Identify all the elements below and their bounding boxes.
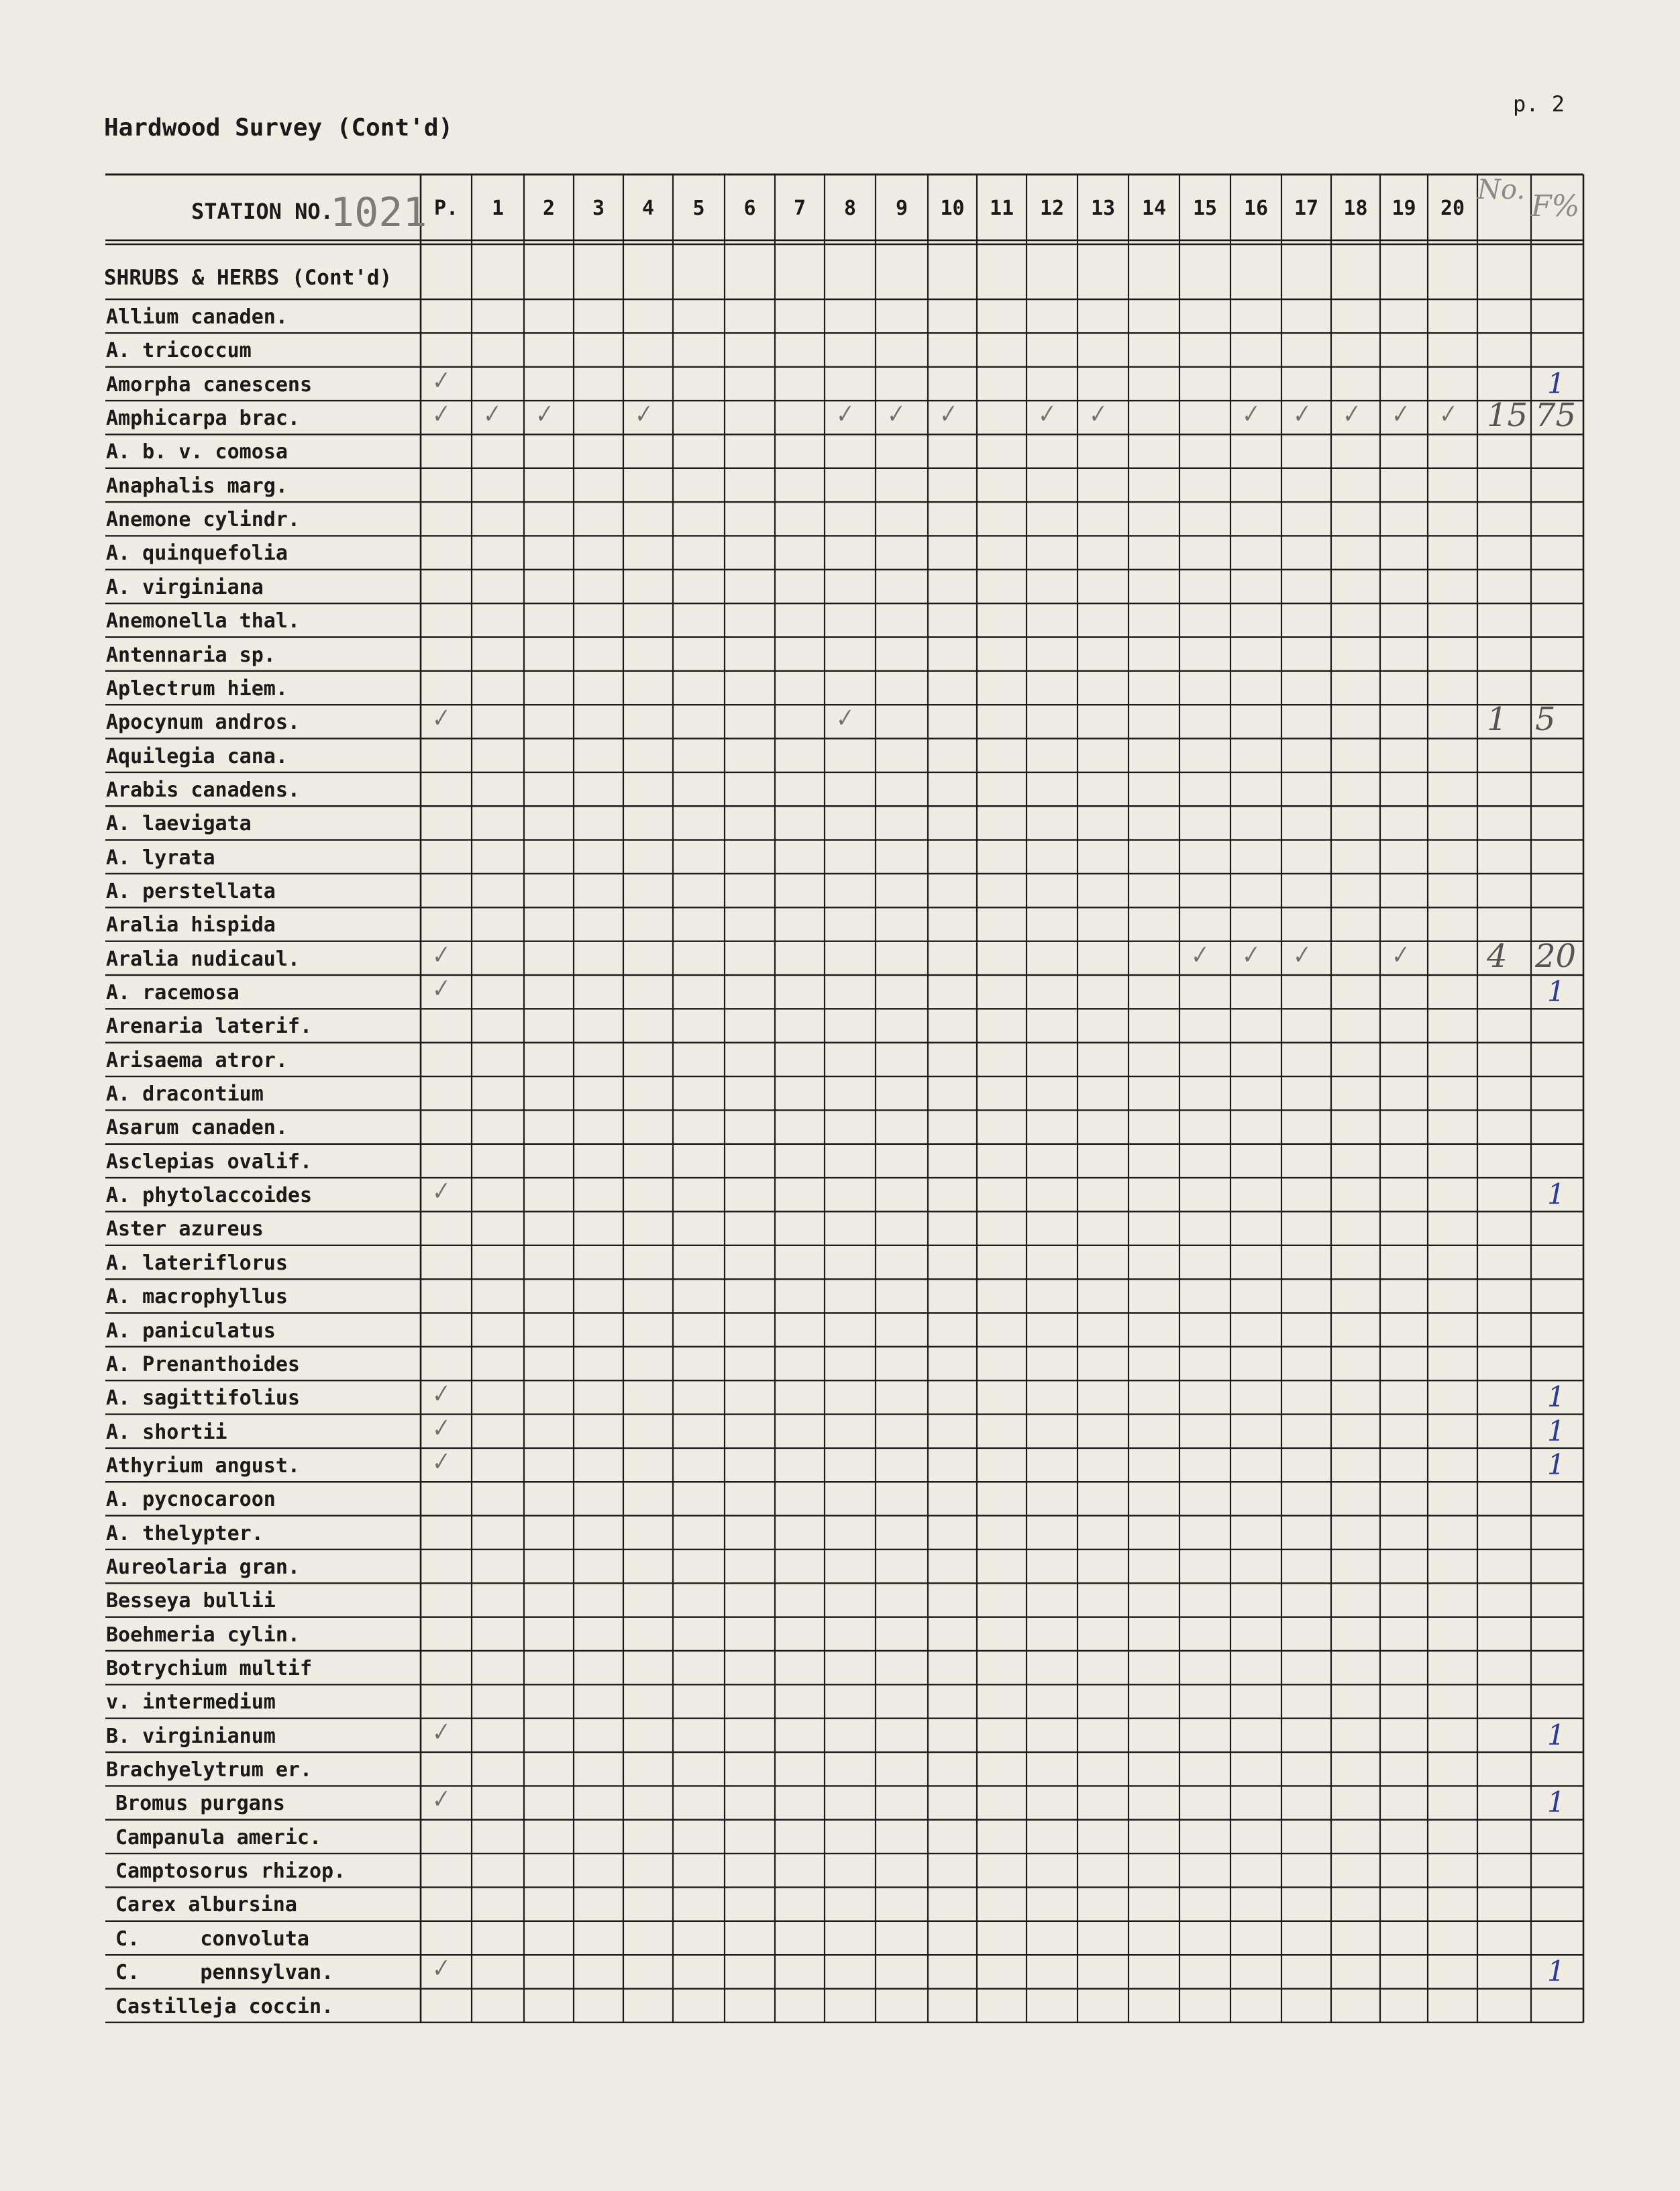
species-name: Antennaria sp.	[106, 643, 276, 667]
presence-check: ✓	[427, 974, 452, 1005]
station-label: STATION NO.	[191, 199, 333, 224]
species-name: Anemone cylindr.	[106, 508, 300, 532]
species-name: Allium canaden.	[106, 305, 288, 329]
species-name: Besseya bullii	[106, 1589, 276, 1613]
frequency-value: 1	[1547, 975, 1565, 1008]
station-check: ✓	[1288, 939, 1313, 971]
species-name: A. perstellata	[106, 879, 276, 903]
species-name: A. tricoccum	[106, 339, 252, 363]
station-check: ✓	[478, 399, 503, 430]
frequency-value: 1	[1547, 366, 1565, 400]
header-column-17: 17	[1294, 197, 1319, 220]
station-check: ✓	[831, 399, 856, 430]
station-check: ✓	[1288, 399, 1313, 430]
header-column-1: 1	[491, 197, 505, 220]
species-name: B. virginianum	[106, 1724, 276, 1748]
header-column-10: 10	[940, 197, 965, 220]
frequency-value: 5	[1535, 701, 1556, 739]
station-check: ✓	[831, 703, 856, 735]
species-name: Athyrium angust.	[106, 1454, 300, 1478]
section-title: SHRUBS & HERBS (Cont'd)	[104, 266, 392, 290]
station-check: ✓	[1186, 939, 1211, 971]
header-column-12: 12	[1039, 197, 1065, 220]
frequency-value: 1	[1547, 1447, 1565, 1481]
count-value: 4	[1487, 937, 1508, 975]
frequency-value: 1	[1547, 1955, 1565, 1988]
header-column-18: 18	[1343, 197, 1368, 220]
header-column-8: 8	[843, 197, 857, 220]
frequency-value: 1	[1547, 1786, 1565, 1819]
species-name: v. intermedium	[106, 1690, 276, 1715]
species-name: Aplectrum hiem.	[106, 676, 288, 701]
species-name: Asarum canaden.	[106, 1116, 288, 1140]
species-name: Arabis canadens.	[106, 778, 300, 802]
header-column-9: 9	[895, 197, 908, 220]
count-value: 15	[1487, 397, 1528, 435]
species-name: Arenaria laterif.	[106, 1015, 313, 1039]
species-name: A. lateriflorus	[106, 1251, 288, 1275]
count-value: 1	[1487, 701, 1508, 739]
station-check: ✓	[1386, 939, 1412, 971]
species-name: A. lyrata	[106, 846, 215, 870]
presence-check: ✓	[427, 939, 452, 971]
header-column-15: 15	[1192, 197, 1218, 220]
species-name: Aquilegia cana.	[106, 744, 288, 768]
species-name: A. dracontium	[106, 1082, 264, 1107]
header-column-16: 16	[1243, 197, 1269, 220]
header-column-19: 19	[1392, 197, 1416, 220]
species-name: Arisaema atror.	[106, 1048, 288, 1072]
species-name: Apocynum andros.	[106, 711, 300, 735]
species-name: A. pycnocaroon	[106, 1488, 276, 1512]
species-name: Castilleja coccin.	[115, 1994, 334, 2019]
frequency-value: 1	[1547, 1414, 1565, 1447]
header-column-5: 5	[692, 197, 705, 220]
header-column-11: 11	[989, 197, 1014, 220]
species-name: A. sagittifolius	[106, 1386, 300, 1411]
header-column-7: 7	[793, 197, 806, 220]
species-name: Anemonella thal.	[106, 609, 300, 633]
species-name: A. paniculatus	[106, 1319, 276, 1343]
station-check: ✓	[1084, 399, 1109, 430]
header-column-13: 13	[1090, 197, 1116, 220]
frequency-value: 75	[1535, 397, 1577, 435]
header-freq: F%	[1531, 189, 1580, 223]
species-name: Boehmeria cylin.	[106, 1623, 300, 1647]
presence-check: ✓	[427, 1379, 452, 1411]
station-check: ✓	[1237, 399, 1262, 430]
station-check: ✓	[934, 399, 959, 430]
station-check: ✓	[1386, 399, 1412, 430]
station-check: ✓	[1434, 399, 1459, 430]
species-name: Anaphalis marg.	[106, 474, 288, 498]
species-name: C. convoluta	[115, 1927, 309, 1951]
presence-check: ✓	[427, 365, 452, 397]
species-name: Brachyelytrum er.	[106, 1758, 313, 1782]
species-name: A. macrophyllus	[106, 1285, 288, 1309]
frequency-value: 1	[1547, 1178, 1565, 1211]
presence-check: ✓	[427, 1717, 452, 1748]
header-no: No.	[1477, 174, 1526, 205]
species-name: Aralia nudicaul.	[106, 947, 300, 971]
page-number: p. 2	[1513, 91, 1565, 117]
presence-check: ✓	[427, 399, 452, 430]
species-name: Camptosorus rhizop.	[115, 1859, 346, 1884]
species-name: A. b. v. comosa	[106, 440, 288, 464]
species-name: A. thelypter.	[106, 1521, 264, 1545]
species-name: A. virginiana	[106, 575, 264, 599]
document-title: Hardwood Survey (Cont'd)	[104, 114, 454, 142]
station-check: ✓	[629, 399, 655, 430]
species-name: Aster azureus	[106, 1217, 264, 1241]
header-column-6: 6	[743, 197, 756, 220]
header-column-14: 14	[1141, 197, 1167, 220]
presence-check: ✓	[427, 1447, 452, 1478]
header-column-4: 4	[641, 197, 655, 220]
presence-check: ✓	[427, 1413, 452, 1444]
presence-check: ✓	[427, 703, 452, 735]
station-check: ✓	[1337, 399, 1363, 430]
presence-check: ✓	[427, 1953, 452, 1984]
species-name: Asclepias ovalif.	[106, 1150, 313, 1174]
header-column-20: 20	[1440, 197, 1465, 220]
species-name: A. shortii	[106, 1420, 227, 1444]
frequency-value: 1	[1547, 1380, 1565, 1414]
station-check: ✓	[882, 399, 907, 430]
header-p: P.	[433, 197, 459, 220]
station-check: ✓	[530, 399, 556, 430]
presence-check: ✓	[427, 1784, 452, 1816]
presence-check: ✓	[427, 1176, 452, 1207]
station-check: ✓	[1033, 399, 1058, 430]
species-name: C. pennsylvan.	[115, 1961, 334, 1985]
species-name: Amphicarpa brac.	[106, 407, 300, 431]
header-column-2: 2	[542, 197, 556, 220]
frequency-value: 1	[1547, 1718, 1565, 1751]
species-name: Botrychium multif	[106, 1657, 313, 1680]
species-name: A. Prenanthoides	[106, 1352, 300, 1376]
frequency-value: 20	[1535, 937, 1577, 975]
species-name: Bromus purgans	[115, 1792, 285, 1816]
species-name: Aureolaria gran.	[106, 1555, 300, 1579]
header-column-3: 3	[592, 197, 605, 220]
station-check: ✓	[1237, 939, 1262, 971]
species-name: Amorpha canescens	[106, 372, 313, 397]
station-number: 1021	[330, 189, 427, 236]
species-name: Aralia hispida	[106, 913, 276, 937]
species-name: Campanula americ.	[115, 1825, 322, 1849]
species-name: A. laevigata	[106, 812, 252, 836]
species-name: A. phytolaccoides	[106, 1184, 313, 1208]
species-name: A. racemosa	[106, 981, 240, 1005]
species-name: Carex albursina	[115, 1893, 297, 1917]
species-name: A. quinquefolia	[106, 542, 288, 566]
